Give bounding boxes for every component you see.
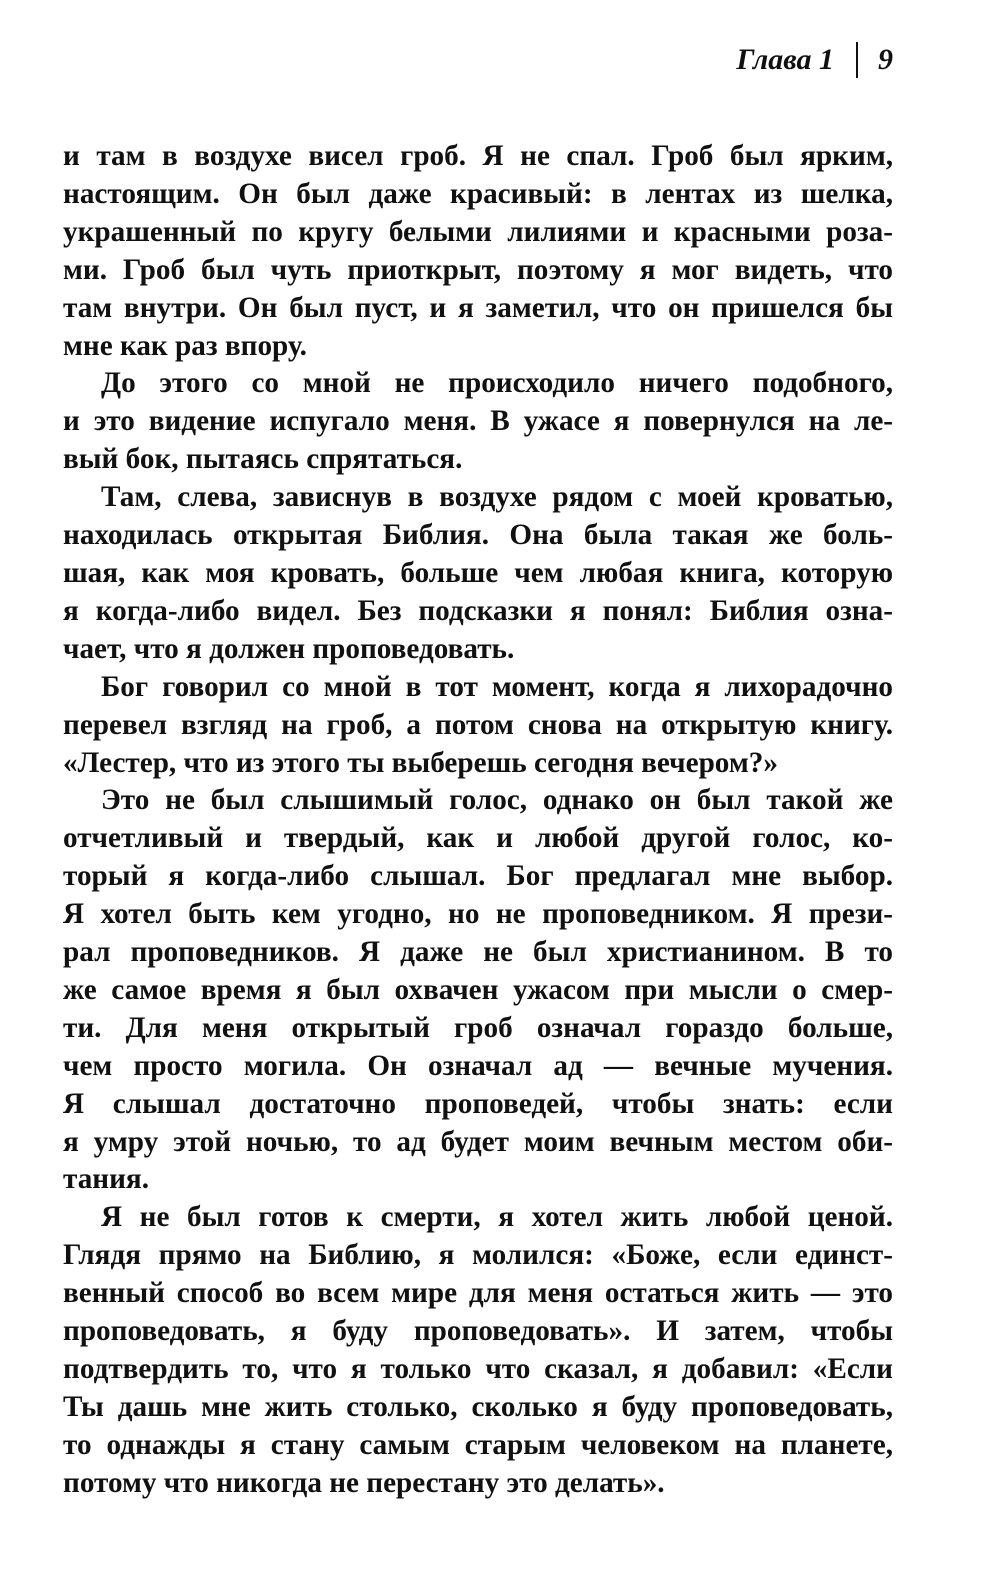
text-line: ти. Для меня открытый гроб означал гораздо больше, <box>63 1011 893 1044</box>
text-line: шая, как моя кровать, больше чем любая книга, которую <box>63 556 893 589</box>
text-line: чает, что я должен проповедовать. <box>63 632 515 665</box>
text-line: и это видение испугало меня. В ужасе я повернулся на ле- <box>63 405 893 438</box>
text-line: отчетливый и твердый, как и любой другой голос, ко- <box>63 822 893 855</box>
text-line: я умру этой ночью, то ад будет моим вечным местом оби- <box>63 1125 893 1158</box>
text-line: же самое время я был охвачен ужасом при мысли о смер- <box>63 973 893 1006</box>
header-divider <box>856 42 858 78</box>
text-line: там внутри. Он был пуст, и я заметил, что он пришелся бы <box>63 291 893 324</box>
text-line: Бог говорил со мной в тот момент, когда я лихорадочно <box>101 670 893 703</box>
text-line: находилась открытая Библия. Она была такая же боль- <box>63 519 893 552</box>
text-line: то однажды я стану самым старым человеком на планете, <box>63 1428 893 1461</box>
text-line: потому что никогда не перестану это делать». <box>63 1466 665 1499</box>
text-line: Я хотел быть кем угодно, но не проповедником. Я прези- <box>63 898 893 931</box>
text-line: проповедовать, я буду проповедовать». И затем, чтобы <box>63 1315 893 1348</box>
paragraph <box>63 479 893 669</box>
page-number: 9 <box>878 43 893 76</box>
paragraph <box>63 365 893 479</box>
text-line: рал проповедников. Я даже не был христианином. В то <box>63 936 893 969</box>
text-line: торый я когда-либо слышал. Бог предлагал мне выбор. <box>63 860 893 893</box>
text-line: «Лестер, что из этого ты выберешь сегодня вечером?» <box>63 746 778 779</box>
text-line: ми. Гроб был чуть приоткрыт, поэтому я мог видеть, что <box>63 253 893 286</box>
paragraph <box>63 138 893 365</box>
text-line: Это не был слышимый голос, однако он был такой же <box>101 784 893 817</box>
text-line: венный способ во всем мире для меня остаться жить — это <box>63 1277 893 1310</box>
paragraph <box>63 669 893 783</box>
text-line: подтвердить то, что я только что сказал, я добавил: «Если <box>63 1353 893 1385</box>
text-line: вый бок, пытаясь спрятаться. <box>63 443 463 476</box>
paragraph <box>63 1199 893 1502</box>
text-line: До этого со мной не происходило ничего подобного, <box>101 367 893 400</box>
text-line: мне как раз впору. <box>63 329 307 362</box>
running-head <box>736 38 893 82</box>
text-line: чем просто могила. Он означал ад — вечные мучения. <box>63 1049 893 1082</box>
text-line: Я не был готов к смерти, я хотел жить любой ценой. <box>101 1201 893 1234</box>
text-line: Я слышал достаточно проповедей, чтобы знать: если <box>63 1087 893 1120</box>
body-text <box>63 138 893 1503</box>
text-line: Глядя прямо на Библию, я молился: «Боже, если единст- <box>63 1239 893 1272</box>
text-line: настоящим. Он был даже красивый: в лентах из шелка, <box>63 177 893 210</box>
chapter-title: Глава 1 <box>736 43 834 76</box>
text-line: и там в воздухе висел гроб. Я не спал. Гроб был ярким, <box>63 140 893 172</box>
text-line: украшенный по кругу белыми лилиями и красными роза- <box>63 215 893 248</box>
text-line: я когда-либо видел. Без подсказки я понял: Библия озна- <box>63 594 893 627</box>
text-line: тания. <box>63 1163 150 1196</box>
paragraph <box>63 782 893 1199</box>
text-line: перевел взгляд на гроб, а потом снова на открытую книгу. <box>63 708 893 741</box>
text-line: Там, слева, зависнув в воздухе рядом с моей кроватью, <box>101 481 893 514</box>
text-line: Ты дашь мне жить столько, сколько я буду проповедовать, <box>63 1390 893 1423</box>
